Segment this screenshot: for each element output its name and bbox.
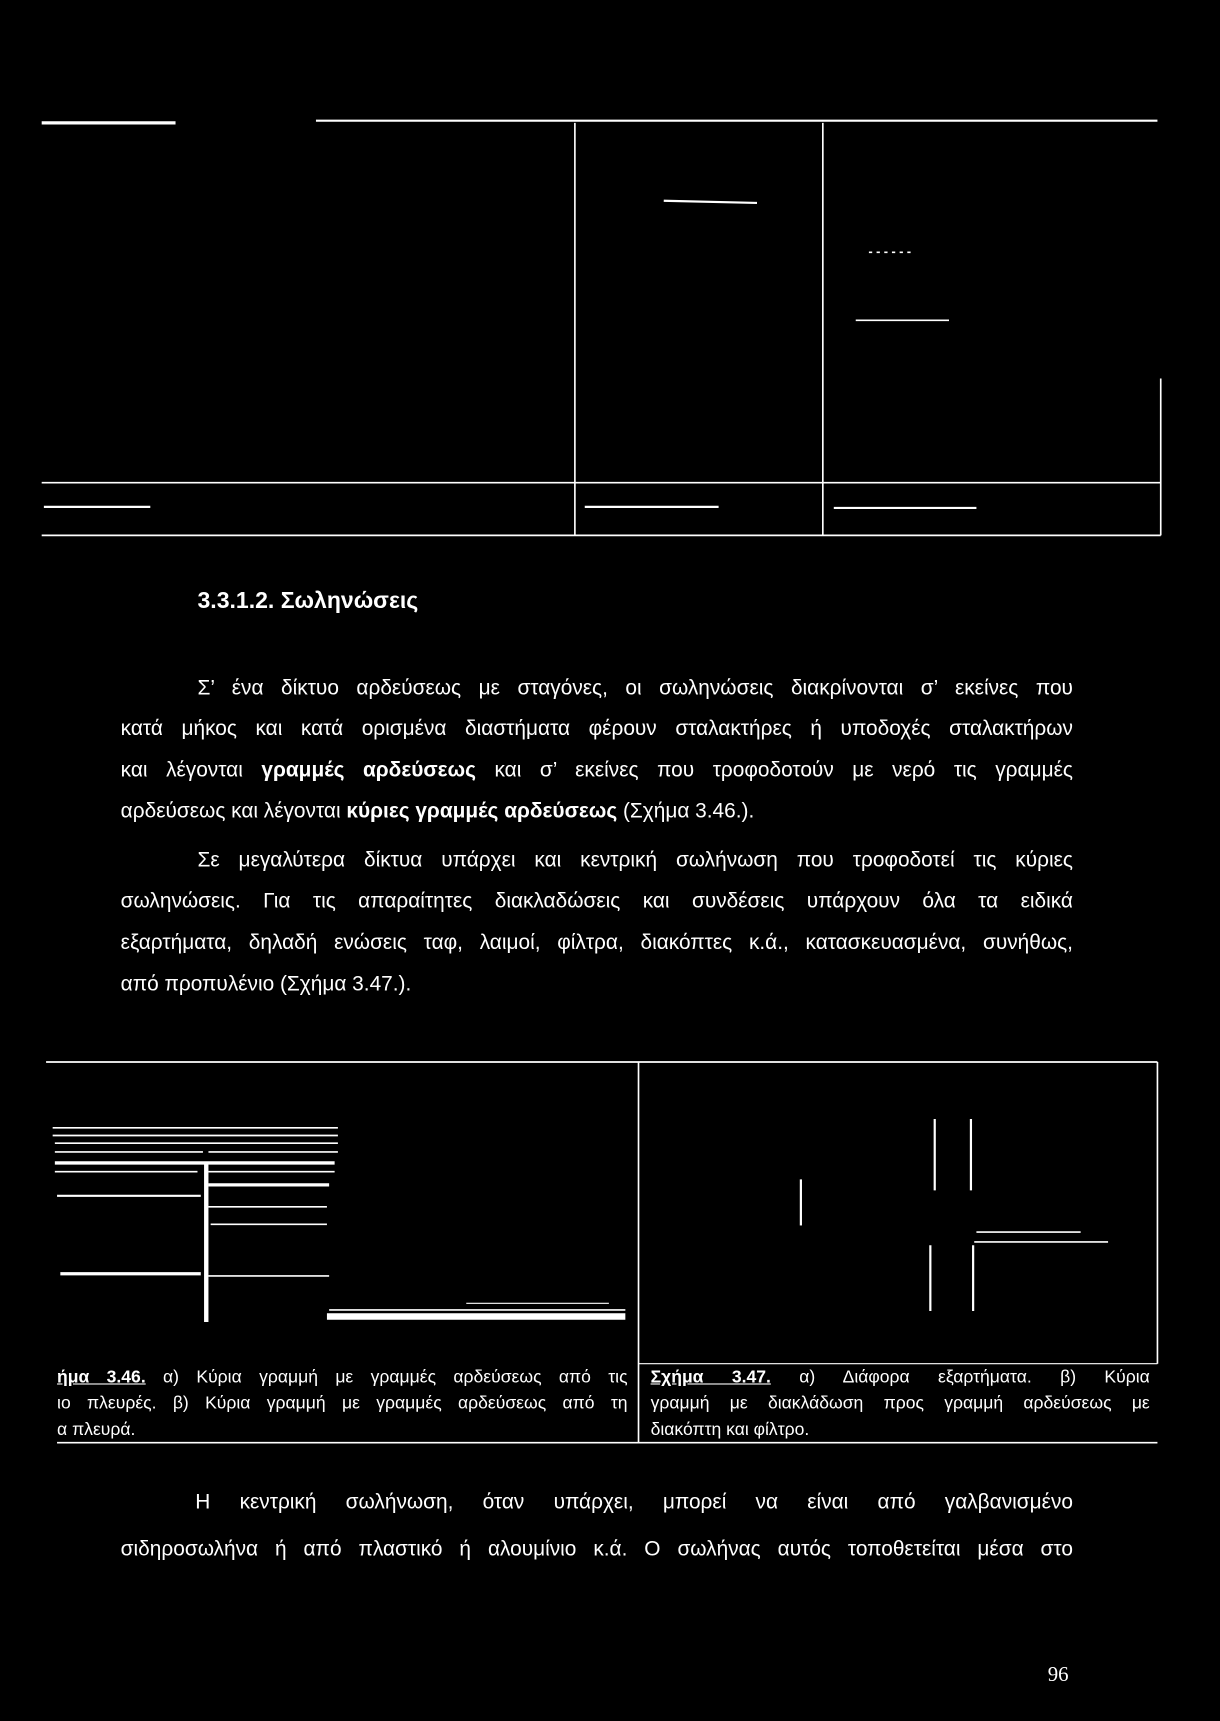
term-main-irrigation-lines: κύριες γραμμές αρδεύσεως <box>346 799 618 823</box>
paragraph-2-line-3: εξαρτήματα, δηλαδή ενώσεις ταφ, λαιμοί, φίλτρα, διακόπτες κ.ά., κατασκευασμένα, συνήθως, <box>120 931 1073 955</box>
caption-text: α) Κύρια γραμμή με γραμμές αρδεύσεως από τις <box>145 1368 628 1387</box>
text-segment: και λέγονται <box>120 759 262 783</box>
text-segment: (Σχήμα 3.46.). <box>617 799 755 823</box>
figure-3-47-label: Σχήμα 3.47. <box>650 1368 771 1387</box>
term-irrigation-lines: γραμμές αρδεύσεως <box>261 759 476 783</box>
caption-text: α) Διάφορα εξαρτήματα. β) Κύρια <box>770 1368 1150 1387</box>
top-figure-frame <box>42 121 1161 536</box>
figure-3-46-caption-line-2: ιο πλευρές. β) Κύρια γραμμή με γραμμές αρδεύσεως από τη <box>57 1394 628 1414</box>
figure-3-46-drawing <box>53 1128 626 1322</box>
paragraph-2-line-1: Σε μεγαλύτερα δίκτυα υπάρχει και κεντρική σωλήνωση που τροφοδοτεί τις κύριες <box>197 849 1073 873</box>
paragraph-1-line-1: Σ’ ένα δίκτυο αρδεύσεως με σταγόνες, οι σωληνώσεις διακρίνονται σ’ εκείνες που <box>197 676 1073 700</box>
paragraph-1-line-4 <box>121 799 1073 825</box>
figure-3-46-caption-line-3: α πλευρά. <box>57 1420 136 1440</box>
paragraph-3-line-2: σιδηροσωλήνα ή από πλαστικό ή αλουμίνιο κ.ά. Ο σωλήνας αυτός τοποθετείται μέσα στο <box>120 1538 1073 1562</box>
figure-3-46-label: ήμα 3.46. <box>57 1368 146 1387</box>
figure-3-46-caption-line-1 <box>57 1367 627 1389</box>
paragraph-2-line-4: από προπυλένιο (Σχήμα 3.47.). <box>120 973 412 997</box>
figure-3-47-drawing <box>801 1119 1108 1311</box>
section-heading: 3.3.1.2. Σωληνώσεις <box>197 588 419 614</box>
text-segment: αρδεύσεως και λέγονται <box>120 799 347 823</box>
paragraph-3-line-1: Η κεντρική σωλήνωση, όταν υπάρχει, μπορεί να είναι από γαλβανισμένο <box>195 1490 1073 1514</box>
figure-3-47-caption-line-2: γραμμή με διακλάδωση προς γραμμή αρδεύσεως με <box>650 1394 1150 1414</box>
page-number: 96 <box>1047 1663 1069 1687</box>
top-frame-mark-1 <box>664 201 757 203</box>
figure-3-47-caption-line-3: διακόπτη και φίλτρο. <box>650 1420 810 1440</box>
paragraph-1-line-2: κατά μήκος και κατά ορισμένα διαστήματα φέρουν σταλακτήρες ή υποδοχές σταλακτήρων <box>120 717 1073 741</box>
text-segment: και σ’ εκείνες που τροφοδοτούν με νερό τις γραμμές <box>475 759 1073 783</box>
paragraph-1-line-3 <box>121 758 1073 784</box>
figure-3-47-caption-line-1 <box>651 1367 1150 1389</box>
paragraph-2-line-2: σωληνώσεις. Για τις απαραίτητες διακλαδώσεις και συνδέσεις υπάρχουν όλα τα ειδικά <box>120 889 1073 913</box>
